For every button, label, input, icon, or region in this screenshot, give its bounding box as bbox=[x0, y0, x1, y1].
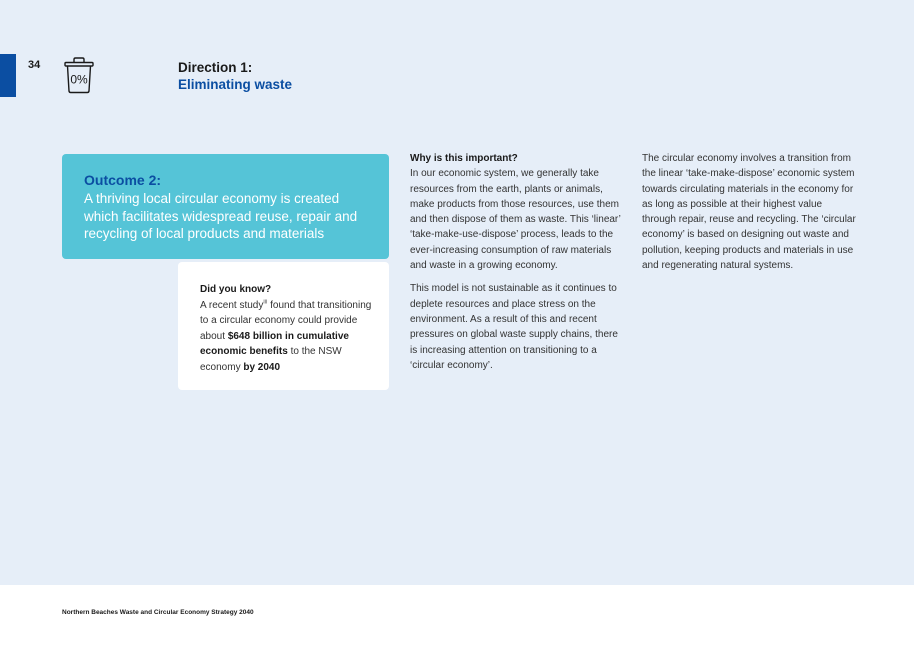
circular-economy-column bbox=[642, 151, 857, 281]
did-you-know-text bbox=[200, 298, 377, 375]
waste-bin-icon bbox=[64, 56, 94, 94]
did-you-know-title: Did you know? bbox=[200, 284, 272, 295]
dyk-highlight: $648 billion in cumulative economic benefits bbox=[200, 330, 349, 358]
outcome-label: Outcome 2: bbox=[84, 172, 162, 188]
why-important-column bbox=[410, 151, 625, 381]
side-tab-marker bbox=[0, 54, 16, 97]
dyk-text-part: found that transitioning to a circular economy could provide about bbox=[200, 300, 372, 342]
dyk-text-part: A recent study bbox=[200, 300, 264, 311]
zero-percent-label: 0% bbox=[70, 72, 88, 87]
circular-economy-paragraph: The circular economy involves a transition from the linear ‘take-make-dispose’ economic system towards circulating materials in the economy for as long as possible at their highest value through repair, reuse and recycling. The ‘circular economy’ is based on designing out waste and pollution, keeping products and materials in use and regenerating natural systems. bbox=[642, 153, 856, 272]
dyk-highlight: by 2040 bbox=[243, 361, 281, 373]
why-important-heading: Why is this important? bbox=[410, 153, 518, 164]
outcome-box bbox=[62, 154, 389, 259]
page-number: 34 bbox=[28, 59, 41, 71]
direction-title: Direction 1: bbox=[178, 60, 253, 75]
outcome-text: A thriving local circular economy is created which facilitates widespread reuse, repair and recycling of local products and materials bbox=[84, 191, 358, 241]
footer-document-title: Northern Beaches Waste and Circular Economy Strategy 2040 bbox=[62, 609, 254, 616]
direction-subtitle: Eliminating waste bbox=[178, 77, 293, 92]
did-you-know-box bbox=[178, 262, 389, 390]
why-important-paragraph-2: This model is not sustainable as it continues to deplete resources and place stress on the environment. As a result of this and recent pressures on global waste supply chains, there is increasing attention on transitioning to a ‘circular economy’. bbox=[410, 283, 618, 371]
reference-marker: iii bbox=[263, 299, 268, 306]
dyk-text-part: to the NSW economy bbox=[200, 346, 342, 373]
why-important-paragraph-1: In our economic system, we generally take resources from the earth, plants or animals, make products from those resources, use them and then dispose of them as waste. This ‘linear’ ‘take-make-use-dispose’ process, leads to the ever-increasing consumption of raw materials and waste in a growing economy. bbox=[410, 168, 621, 272]
